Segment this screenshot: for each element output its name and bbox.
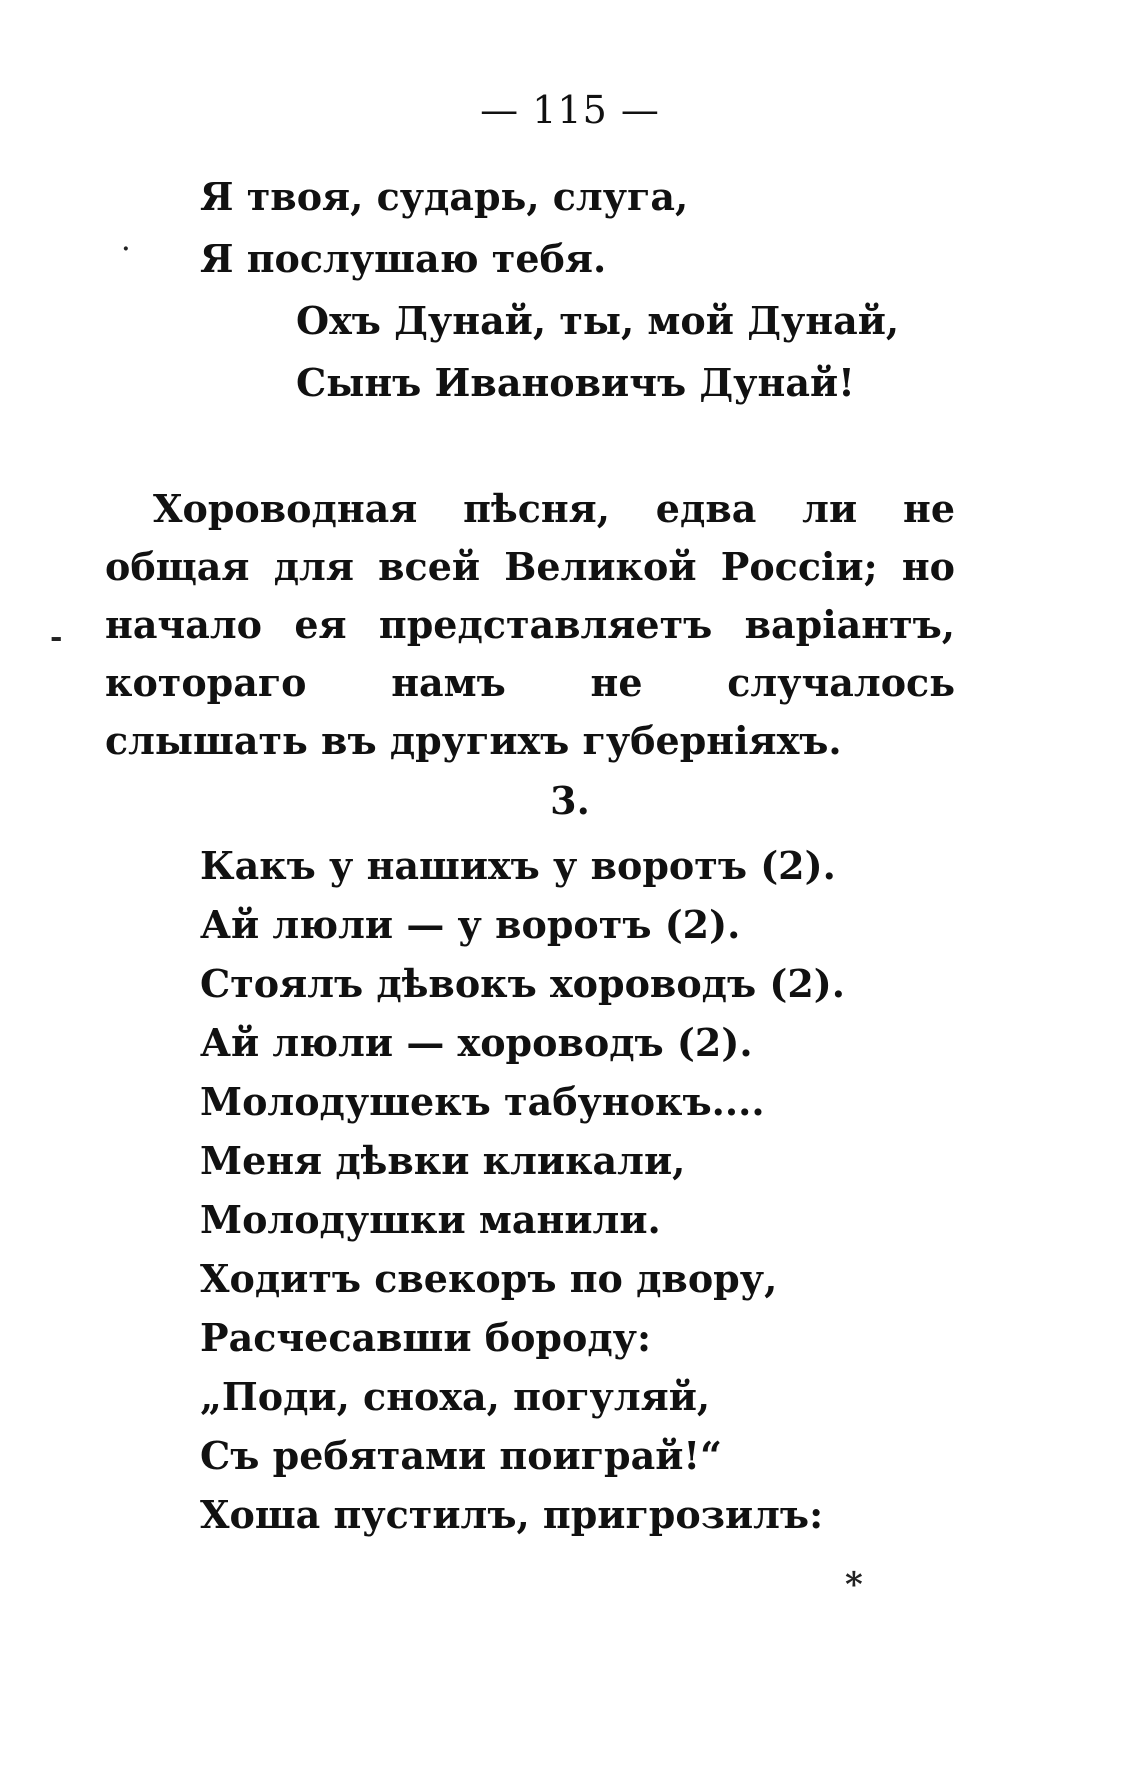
song-line: Ай люли — у воротъ (2). (200, 902, 741, 947)
section-number: 3. (550, 778, 590, 823)
verse-top (200, 166, 899, 414)
verse-line-refrain: Охъ Дунай, ты, мой Дунай, (296, 298, 900, 343)
song-line: Какъ у нашихъ у воротъ (2). (200, 843, 836, 888)
margin-dot-mark: · (122, 236, 130, 262)
verse-song (200, 836, 845, 1544)
verse-line-refrain: Сынъ Ивановичъ Дунай! (296, 360, 855, 405)
prose-paragraph: Хороводная пѣсня, едва ли не общая для всей Великой Россіи; но начало ея представляетъ варіантъ, котораго намъ не случалось слышать въ другихъ губерніяхъ. (105, 486, 955, 763)
verse-line: Я твоя, сударь, слуга, (200, 174, 689, 219)
margin-dash-mark: - (50, 620, 63, 655)
song-line: Съ ребятами поиграй!“ (200, 1433, 722, 1478)
page-number: — 115 — (480, 88, 660, 132)
song-line: Молодушки манили. (200, 1197, 661, 1242)
song-line: Стоялъ дѣвокъ хороводъ (2). (200, 961, 845, 1006)
song-line: Хоша пустилъ, пригрозилъ: (200, 1492, 824, 1537)
song-line: Расчесавши бороду: (200, 1315, 652, 1360)
song-line: „Поди, сноха, погуляй, (200, 1374, 711, 1419)
asterisk-mark: * (845, 1565, 863, 1605)
song-line: Меня дѣвки кликали, (200, 1138, 686, 1183)
song-line: Ходитъ свекоръ по двору, (200, 1256, 778, 1301)
verse-line: Я послушаю тебя. (200, 236, 607, 281)
song-line: Ай люли — хороводъ (2). (200, 1020, 753, 1065)
song-line: Молодушекъ табунокъ.... (200, 1079, 765, 1124)
